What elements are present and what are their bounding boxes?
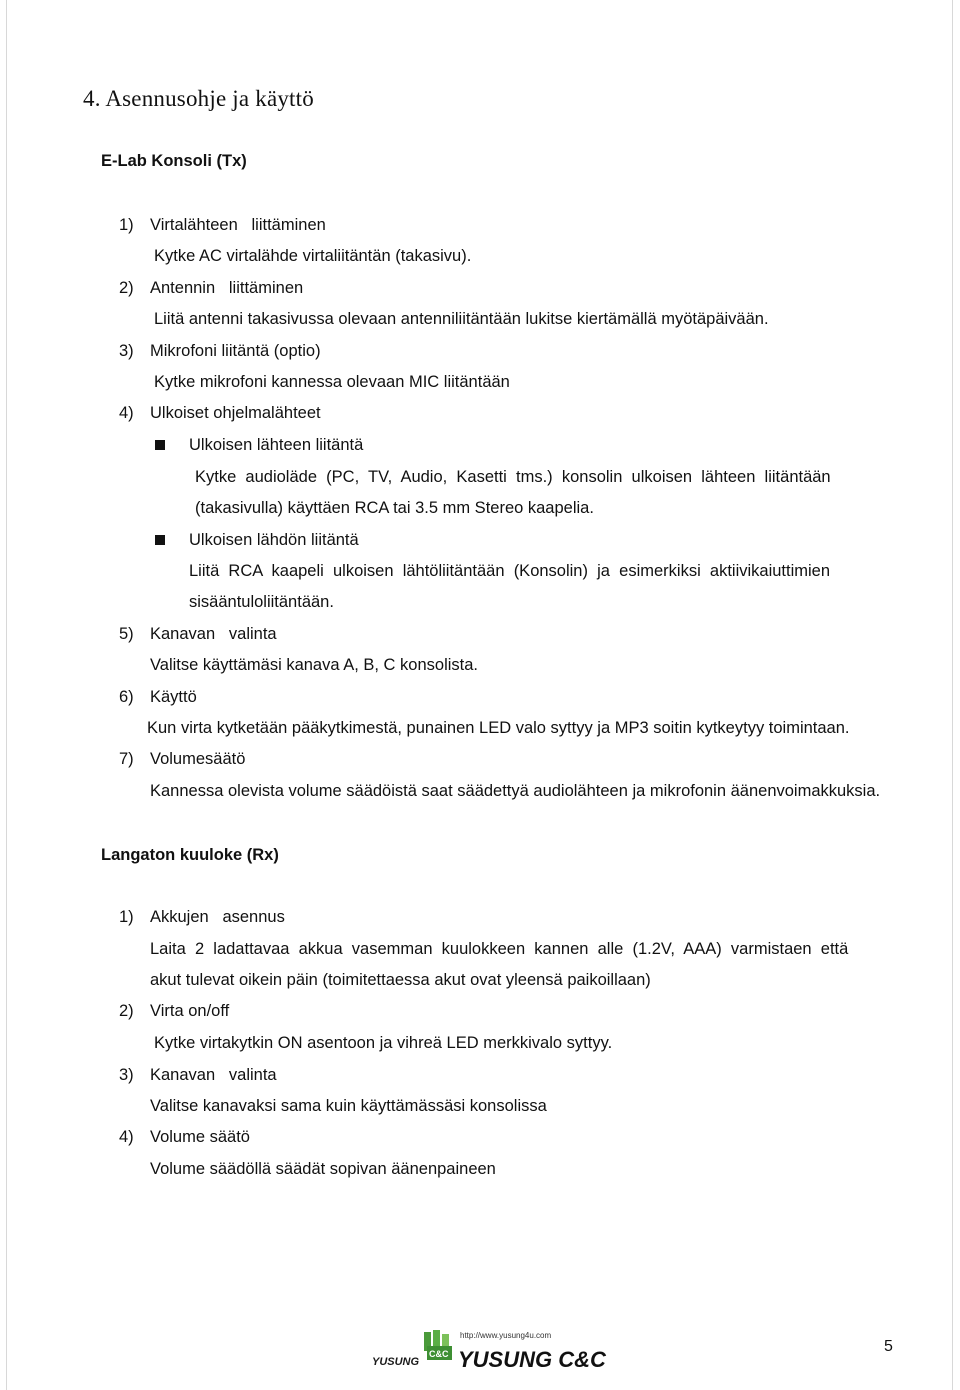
tx-item-2-num: 2) bbox=[119, 279, 134, 297]
tx-item-3-label: Mikrofoni liitäntä (optio) bbox=[150, 342, 321, 360]
rx-item-1-desc-2: akut tulevat oikein päin (toimitettaessa akut ovat yleensä paikoillaan) bbox=[150, 971, 651, 989]
tx-item-3-desc: Kytke mikrofoni kannessa olevaan MIC liitäntään bbox=[154, 373, 510, 391]
section-title-tx: E-Lab Konsoli (Tx) bbox=[101, 152, 247, 170]
sub-item-1-line-1: Kytke audioläde (PC, TV, Audio, Kasetti tms.) konsolin ulkoisen lähteen liitäntään bbox=[195, 468, 831, 486]
page-number: 5 bbox=[884, 1338, 893, 1355]
tx-item-7-num: 7) bbox=[119, 750, 134, 768]
page-border-right bbox=[952, 0, 953, 1390]
rx-item-3-num: 3) bbox=[119, 1066, 134, 1084]
sub-item-2-line-2: sisääntuloliitäntään. bbox=[189, 593, 334, 611]
rx-item-4-label: Volume säätö bbox=[150, 1128, 250, 1146]
tx-item-6-num: 6) bbox=[119, 688, 134, 706]
rx-item-1-label: Akkujen asennus bbox=[150, 908, 285, 926]
rx-item-4-desc: Volume säädöllä säädät sopivan äänenpaineen bbox=[150, 1160, 496, 1178]
rx-item-1-num: 1) bbox=[119, 908, 134, 926]
tx-item-6-desc: Kun virta kytketään pääkytkimestä, punainen LED valo syttyy ja MP3 soitin kytkeytyy toimintaan. bbox=[147, 719, 850, 737]
rx-item-1-desc-1: Laita 2 ladattavaa akkua vasemman kuulokkeen kannen alle (1.2V, AAA) varmistaen että bbox=[150, 940, 849, 958]
tx-item-2-label: Antennin liittäminen bbox=[150, 279, 304, 297]
square-bullet-icon bbox=[155, 440, 165, 450]
tx-item-4-num: 4) bbox=[119, 404, 134, 422]
tx-item-1-label: Virtalähteen liittäminen bbox=[150, 216, 326, 234]
tx-item-4-label: Ulkoiset ohjelmalähteet bbox=[150, 404, 321, 422]
tx-item-7-label: Volumesäätö bbox=[150, 750, 246, 768]
rx-item-2-desc: Kytke virtakytkin ON asentoon ja vihreä LED merkkivalo syttyy. bbox=[154, 1034, 613, 1052]
square-bullet-icon bbox=[155, 535, 165, 545]
rx-item-2-num: 2) bbox=[119, 1002, 134, 1020]
svg-text:YUSUNG C&C: YUSUNG C&C bbox=[458, 1347, 606, 1372]
tx-item-5-label: Kanavan valinta bbox=[150, 625, 277, 643]
sub-item-1-label: Ulkoisen lähteen liitäntä bbox=[189, 436, 364, 454]
sub-item-2-line-1: Liitä RCA kaapeli ulkoisen lähtöliitäntään (Konsolin) ja esimerkiksi aktiivikaiuttimien bbox=[189, 562, 831, 580]
svg-text:http://www.yusung4u.com: http://www.yusung4u.com bbox=[460, 1331, 552, 1340]
tx-item-2-desc: Liitä antenni takasivussa olevaan antenniliitäntään lukitse kiertämällä myötäpäivään. bbox=[154, 310, 769, 328]
company-logo bbox=[372, 1327, 606, 1372]
tx-item-3-num: 3) bbox=[119, 342, 134, 360]
tx-item-7-desc: Kannessa olevista volume säädöistä saat säädettyä audiolähteen ja mikrofonin äänenvoimakkuksia. bbox=[150, 782, 881, 800]
page-border-left bbox=[6, 0, 7, 1390]
tx-item-1-desc: Kytke AC virtalähde virtaliitäntän (takasivu). bbox=[154, 247, 472, 265]
tx-item-5-desc: Valitse käyttämäsi kanava A, B, C konsolista. bbox=[150, 656, 479, 674]
svg-text:YUSUNG: YUSUNG bbox=[372, 1356, 420, 1368]
section-title-rx: Langaton kuuloke (Rx) bbox=[101, 846, 279, 864]
rx-item-4-num: 4) bbox=[119, 1128, 134, 1146]
tx-item-1-num: 1) bbox=[119, 216, 134, 234]
page-title: 4. Asennusohje ja käyttö bbox=[83, 86, 314, 111]
rx-item-3-label: Kanavan valinta bbox=[150, 1066, 277, 1084]
sub-item-2-label: Ulkoisen lähdön liitäntä bbox=[189, 531, 359, 549]
svg-text:C&C: C&C bbox=[429, 1349, 449, 1359]
rx-item-2-label: Virta on/off bbox=[150, 1002, 230, 1020]
tx-item-6-label: Käyttö bbox=[150, 688, 197, 706]
sub-item-1-line-2: (takasivulla) käyttäen RCA tai 3.5 mm Stereo kaapelia. bbox=[195, 499, 594, 517]
tx-item-5-num: 5) bbox=[119, 625, 134, 643]
rx-item-3-desc: Valitse kanavaksi sama kuin käyttämässäsi konsolissa bbox=[150, 1097, 547, 1115]
